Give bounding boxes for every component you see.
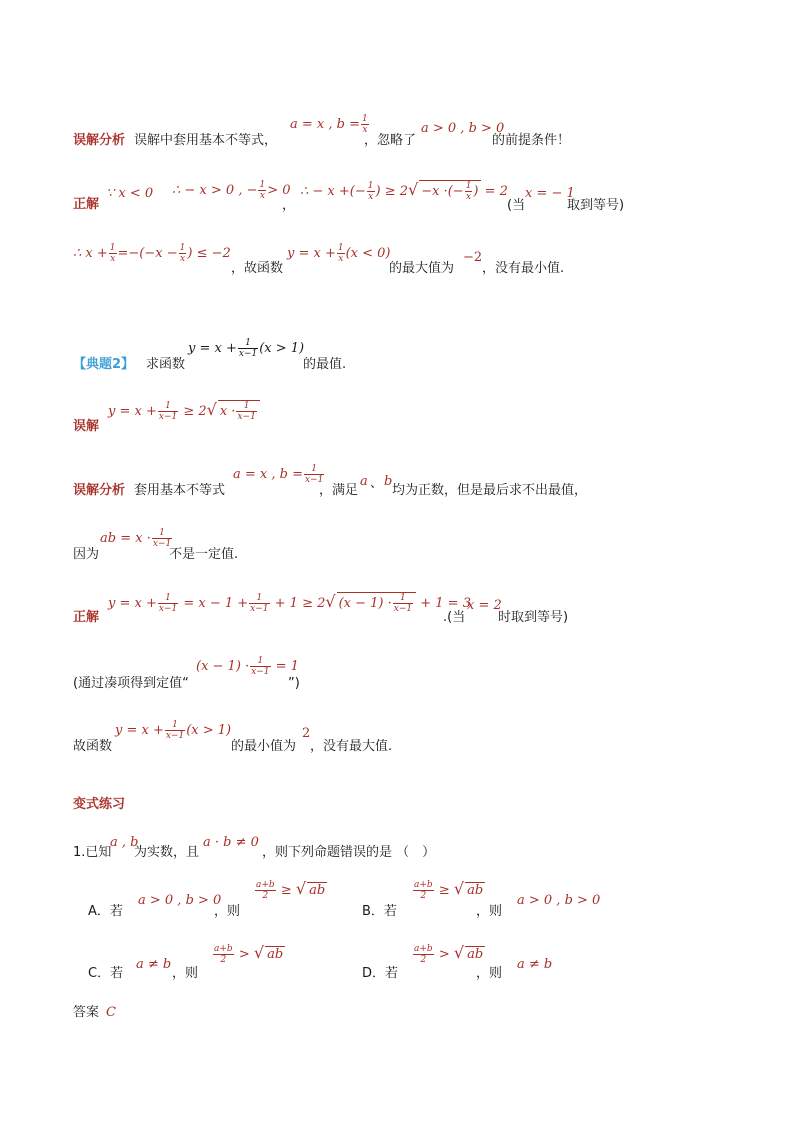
p2-when-math: x = − 1 [525, 186, 575, 201]
p5-text1: 套用基本不等式 [134, 483, 226, 498]
p6-text1: 因为 [73, 547, 100, 562]
option-d-result: a ≠ b [517, 957, 553, 972]
p1-math1: a = x , b = $\frac{1}{x}$ [290, 114, 368, 135]
correct-solution-label-2: 正解 [73, 610, 100, 625]
ex2-text2: 的最值. [303, 357, 347, 372]
p1-text1: 误解中套用基本不等式， [134, 133, 278, 148]
p8-text2: ”) [288, 676, 300, 691]
p3-text1: ，故函数 [231, 261, 284, 276]
p5-sep: 、 [370, 476, 384, 491]
p3-math2: y = x + $\frac{1}{x}$ (x < 0) [287, 243, 391, 264]
option-a-sep: ，则 [214, 904, 241, 919]
p3-text3: ，没有最小值. [482, 261, 565, 276]
p2-math2: ∴ − x +(− $\frac{1}{x}$ ) ≥ 2√ −x ·(− $\frac{1}{x}$ ) = 2 [300, 180, 508, 202]
p5-text3: 均为正数，但是最后求不出最值， [392, 483, 588, 498]
p4-math: y = x + $\frac{1}{x-1}$ ≥ 2√ x · $\frac{1}{x-1}$ [108, 400, 260, 422]
p7-when-math: x = 2 [467, 598, 502, 613]
q1-math2: a · b ≠ 0 [203, 835, 259, 850]
p2-because: ∵ x < 0 [106, 186, 154, 201]
q1-text3: ，则下列命题错误的是 （ ） [262, 845, 436, 860]
option-a-cond: a > 0 , b > 0 [138, 893, 222, 908]
p1-text3: 的前提条件！ [492, 133, 571, 148]
p7-when-end: 时取到等号) [498, 610, 569, 625]
answer-value: C [106, 1005, 116, 1020]
p9-text2: 的最小值为 [231, 739, 297, 754]
misconception-label: 误解分析 [73, 133, 126, 148]
option-b-label: B．若 [362, 904, 397, 919]
option-b-cond: $\frac{a+b}{2}$ ≥ √ ab [414, 879, 484, 901]
p5-math1: a = x , b = $\frac{1}{x-1}$ [233, 464, 324, 485]
q1-text1: 1.已知 [73, 845, 112, 860]
option-b-sep: ，则 [476, 904, 503, 919]
p8-math: (x − 1) · $\frac{1}{x-1}$ = 1 [196, 656, 299, 677]
p2-math1: ∴ − x > 0 , − $\frac{1}{x}$ > 0 [172, 180, 291, 201]
p3-text2: 的最大值为 [389, 261, 455, 276]
option-d-sep: ，则 [476, 966, 503, 981]
p7-when: .(当 [443, 610, 466, 625]
option-c-sep: ，则 [172, 966, 199, 981]
p1-math2: a > 0 , b > 0 [421, 121, 505, 136]
option-d-label: D．若 [362, 966, 399, 981]
correct-solution-label: 正解 [73, 197, 100, 212]
p5-b: b [384, 474, 393, 489]
p9-text1: 故函数 [73, 739, 113, 754]
answer-label: 答案 [73, 1005, 100, 1020]
option-c-result: $\frac{a+b}{2}$ > √ ab [214, 943, 284, 965]
p2-when: (当 [507, 198, 526, 213]
example-2-tag: 【典题2】 [73, 357, 135, 372]
p5-a: a [360, 474, 368, 489]
p6-math: ab = x · $\frac{1}{x-1}$ [100, 528, 172, 549]
p1-text2: ，忽略了 [364, 133, 417, 148]
q1-math1: a , b [110, 835, 139, 850]
p9-math: y = x + $\frac{1}{x-1}$ (x > 1) [115, 720, 232, 741]
option-b-result: a > 0 , b > 0 [517, 893, 601, 908]
p2-comma: ， [282, 198, 296, 213]
q1-text2: 为实数，且 [134, 845, 200, 860]
option-c-cond: a ≠ b [136, 957, 172, 972]
p7-math: y = x + $\frac{1}{x-1}$ = x − 1 + $\frac{1}{x-1}$ + 1 ≥ 2√ (x − 1) · $\frac{1}{x-1}$ + 1 = 3 [108, 592, 471, 614]
p9-text3: ，没有最大值. [310, 739, 393, 754]
option-c-label: C．若 [88, 966, 124, 981]
p8-text1: (通过凑项得到定值“ [73, 676, 189, 691]
p6-text2: 不是一定值. [169, 547, 239, 562]
option-a-result: $\frac{a+b}{2}$ ≥ √ ab [256, 879, 326, 901]
p5-text2: ，满足 [319, 483, 359, 498]
p2-when-end: 取到等号) [567, 198, 625, 213]
misconception-analysis-label-2: 误解分析 [73, 483, 126, 498]
p3-max-value: −2 [463, 250, 483, 265]
ex2-text1: 求函数 [146, 357, 186, 372]
ex2-math: y = x + $\frac{1}{x-1}$ (x > 1) [188, 338, 305, 359]
option-d-cond: $\frac{a+b}{2}$ > √ ab [414, 943, 484, 965]
option-a-label: A．若 [88, 904, 123, 919]
misconception-label-2: 误解 [73, 419, 100, 434]
p3-math1: ∴ x + $\frac{1}{x}$ =−(−x − $\frac{1}{x}$ ) ≤ −2 [73, 243, 231, 264]
practice-title: 变式练习 [73, 797, 126, 812]
p9-min-value: 2 [302, 726, 311, 741]
